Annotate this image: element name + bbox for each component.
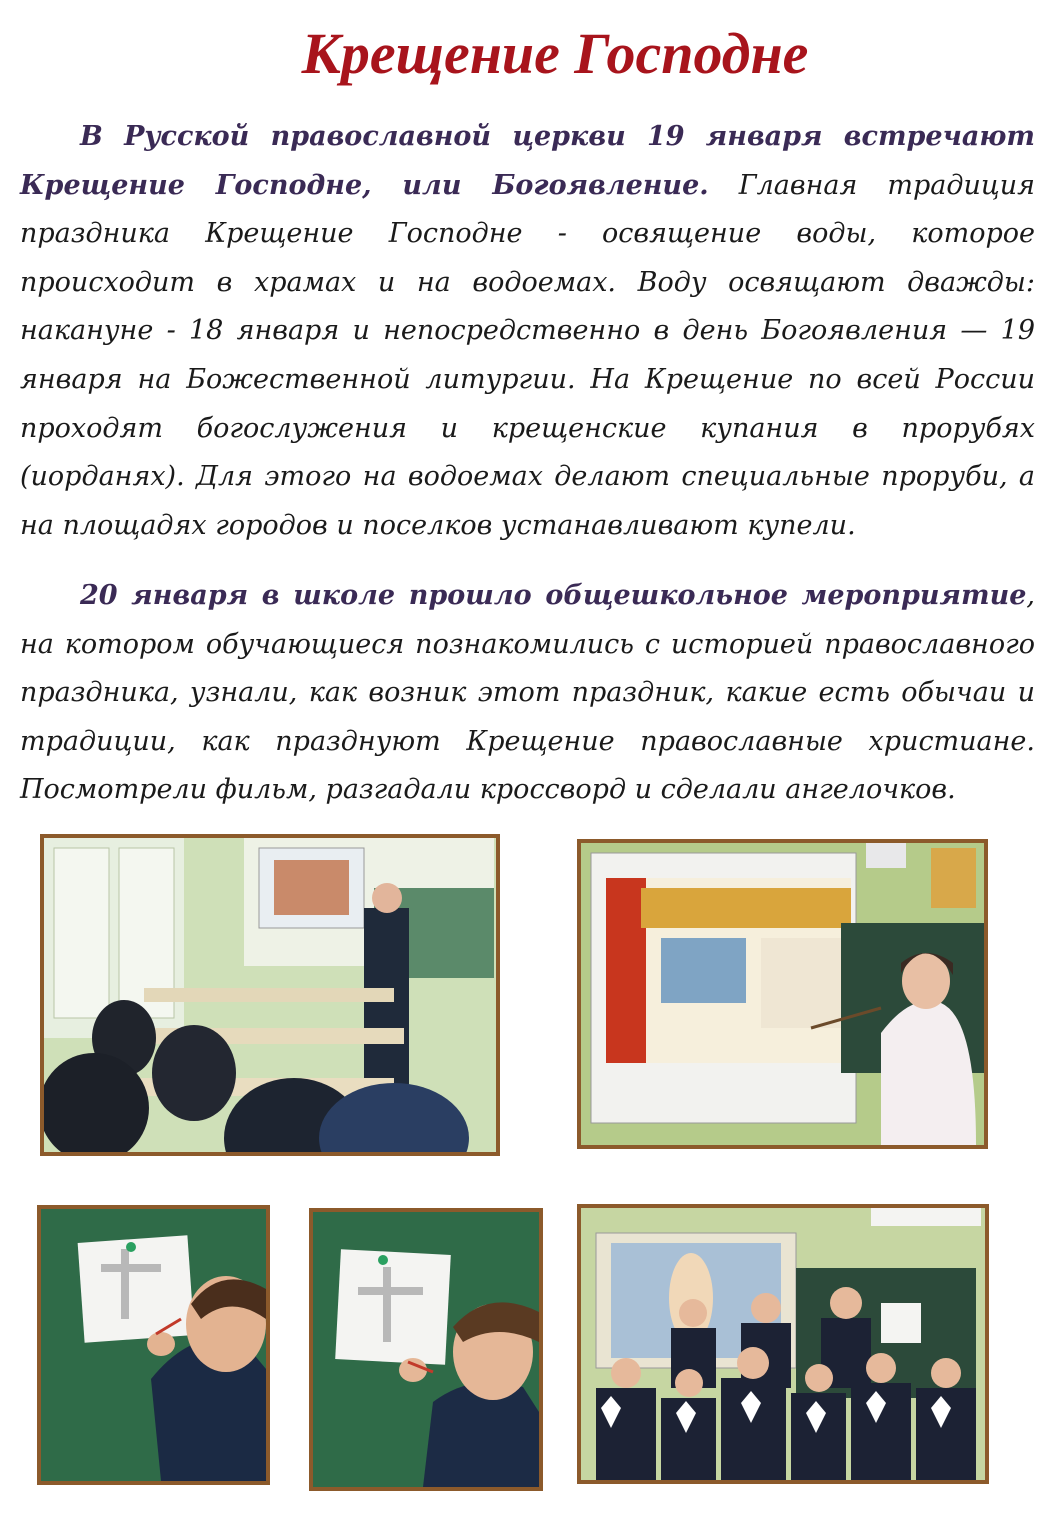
photo-crossword-student-1: [37, 1205, 270, 1485]
paragraph-event-body: , на котором обучающиеся познакомились с историей православного праздника, узнали, как возник этот праздник, какие есть обычаи и традиции, как празднуют Крещение православные христиане. Посмотрели фильм, разгадали кроссворд и сделали ангелочков.: [20, 580, 1035, 806]
photo-group-angels: [577, 1204, 989, 1484]
page-title: Крещение Господне: [301, 21, 809, 86]
photo-crossword-student-2: [309, 1208, 543, 1491]
paragraph-intro-body: Главная традиция праздника Крещение Господне - освящение воды, которое происходит в храмах и на водоемах. Воду освящают дважды: накануне - 18 января и непосредственно в день Богоявления — 19 января на Божественной литургии. На Крещение по всей России проходят богослужения и крещенские купания в прорубях (иорданях). Для этого на водоемах делают специальные проруби, а на площадях городов и поселков устанавливают купели.: [20, 169, 1035, 541]
paragraph-intro-lead: В Русской православной церкви 19 января встречают Крещение Господне, или Богоявление.: [20, 121, 1035, 201]
paragraph-intro: [20, 113, 1035, 550]
photo-presentation: [577, 839, 988, 1149]
paragraph-event-lead: 20 января в школе прошло общешкольное мероприятие: [80, 580, 1027, 611]
photo-classroom-lesson: [40, 834, 500, 1156]
paragraph-event: [20, 572, 1035, 815]
